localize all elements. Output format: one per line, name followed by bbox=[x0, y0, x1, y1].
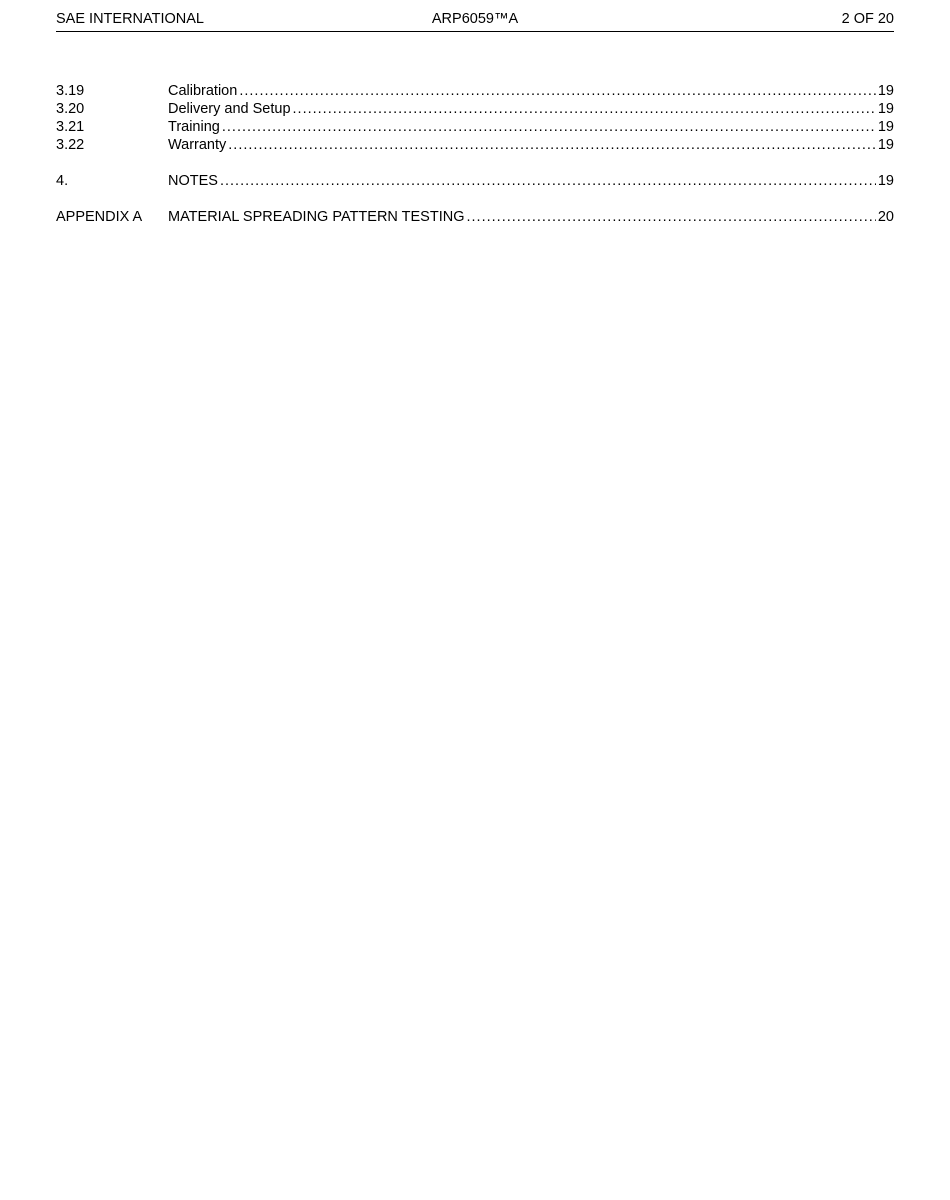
toc-entry-page: 20 bbox=[877, 209, 894, 225]
toc-entry-number: 3.20 bbox=[56, 101, 85, 117]
toc-entry-page: 19 bbox=[877, 119, 894, 135]
header-document-id: ARP6059™A bbox=[431, 11, 519, 27]
toc-dot-leader bbox=[222, 118, 876, 136]
toc-dot-leader bbox=[220, 172, 876, 190]
toc-entry-title: Warranty bbox=[168, 137, 227, 153]
header-page-number: 2 OF 20 bbox=[841, 11, 894, 27]
toc-entry-page: 19 bbox=[877, 83, 894, 99]
toc-dot-leader bbox=[467, 208, 876, 226]
toc-dot-leader bbox=[228, 136, 876, 154]
toc-entry-number: 3.21 bbox=[56, 119, 85, 135]
header-organization: SAE INTERNATIONAL bbox=[56, 11, 204, 27]
toc-dot-leader bbox=[293, 100, 876, 118]
toc-entry-page: 19 bbox=[877, 137, 894, 153]
toc-entry-title: Calibration bbox=[168, 83, 238, 99]
toc-entry-title: Training bbox=[168, 119, 220, 135]
toc-entry-number: APPENDIX A bbox=[56, 209, 143, 225]
toc-entry-3-21[interactable] bbox=[56, 118, 894, 136]
page-header bbox=[56, 9, 894, 32]
toc-entry-4[interactable] bbox=[56, 172, 894, 190]
toc-entry-title: NOTES bbox=[168, 173, 218, 189]
toc-entry-number: 3.19 bbox=[56, 83, 85, 99]
toc-entry-page: 19 bbox=[877, 101, 894, 117]
toc-entry-3-22[interactable] bbox=[56, 136, 894, 154]
toc-entry-page: 19 bbox=[877, 173, 894, 189]
toc-entry-title: MATERIAL SPREADING PATTERN TESTING bbox=[168, 209, 465, 225]
toc-entry-3-20[interactable] bbox=[56, 100, 894, 118]
toc-entry-3-19[interactable] bbox=[56, 82, 894, 100]
toc-entry-appendix-a[interactable] bbox=[56, 208, 894, 226]
toc-entry-title: Delivery and Setup bbox=[168, 101, 291, 117]
toc-dot-leader bbox=[239, 82, 876, 100]
table-of-contents bbox=[56, 82, 894, 226]
toc-entry-number: 4. bbox=[56, 173, 69, 189]
toc-entry-number: 3.22 bbox=[56, 137, 85, 153]
